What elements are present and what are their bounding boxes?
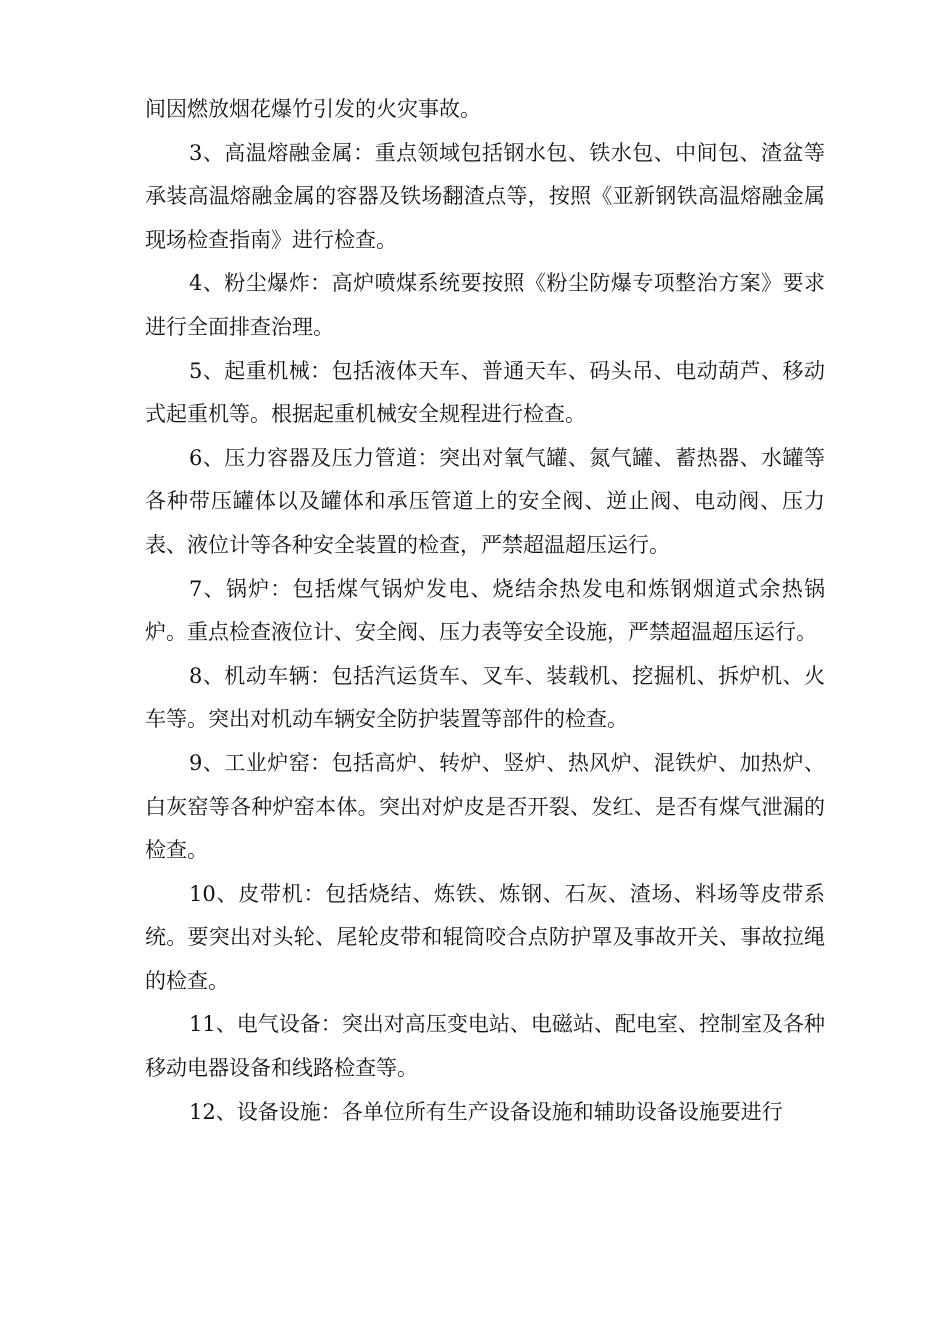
paragraph-item-12: 12、设备设施：各单位所有生产设备设施和辅助设备设施要进行 bbox=[189, 1099, 783, 1124]
paragraph-item-10: 10、皮带机：包括烧结、炼铁、炼钢、石灰、渣场、料场等皮带系统。要突出对头轮、尾轮皮带和辊筒咬合点防护罩及事故开关、事故拉绳的检查。 bbox=[145, 881, 825, 993]
document-body bbox=[145, 88, 825, 1134]
paragraph-item-8: 8、机动车辆：包括汽运货车、叉车、装载机、挖掘机、拆炉机、火车等。突出对机动车辆安全防护装置等部件的检查。 bbox=[145, 663, 825, 732]
paragraph-item-11: 11、电气设备：突出对高压变电站、电磁站、配电室、控制室及各种移动电器设备和线路检查等。 bbox=[145, 1012, 825, 1081]
paragraph-item-4: 4、粉尘爆炸：高炉喷煤系统要按照《粉尘防爆专项整治方案》要求进行全面排查治理。 bbox=[145, 271, 825, 339]
paragraph-item-5: 5、起重机械：包括液体天车、普通天车、码头吊、电动葫芦、移动式起重机等。根据起重机械安全规程进行检查。 bbox=[145, 358, 825, 427]
paragraph-item-7: 7、锅炉：包括煤气锅炉发电、烧结余热发电和炼钢烟道式余热锅炉。重点检查液位计、安全阀、压力表等安全设施，严禁超温超压运行。 bbox=[145, 576, 825, 645]
paragraph-item-9: 9、工业炉窑：包括高炉、转炉、竖炉、热风炉、混铁炉、加热炉、白灰窑等各种炉窑本体。突出对炉皮是否开裂、发红、是否有煤气泄漏的检查。 bbox=[145, 750, 825, 863]
paragraph-item-3: 3、高温熔融金属：重点领域包括钢水包、铁水包、中间包、渣盆等承装高温熔融金属的容器及铁场翻渣点等，按照《亚新钢铁高温熔融金属现场检查指南》进行检查。 bbox=[145, 140, 825, 252]
paragraph-continuation: 间因燃放烟花爆竹引发的火灾事故。 bbox=[145, 97, 481, 121]
paragraph-item-6: 6、压力容器及压力管道：突出对氧气罐、氮气罐、蓄热器、水罐等各种带压罐体以及罐体和承压管道上的安全阀、逆止阀、电动阀、压力表、液位计等各种安全装置的检查，严禁超温超压运行。 bbox=[145, 445, 825, 557]
